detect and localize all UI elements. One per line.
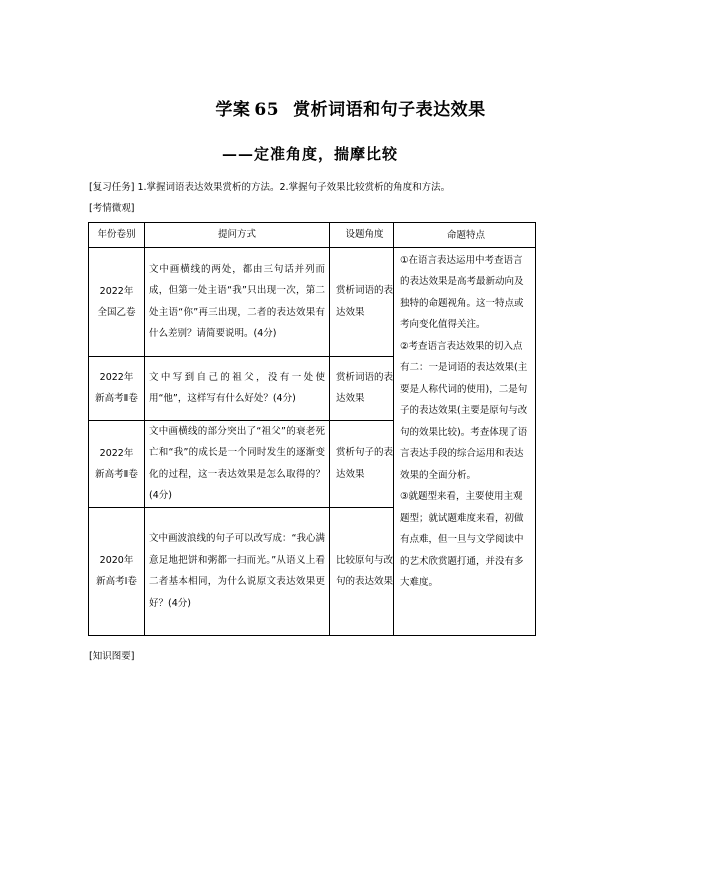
feature-2: ②考查语言表达效果的切入点有二：一是词语的表达效果(主要是人称代词的使用)，二是句子的表达效果(主要是原句与改句的效果比较)。考查体现了语言表达手段的综合运用和表达效果的全面分析。 [400,340,528,481]
angle-cell: 赏析词语的表达效果 [330,247,394,356]
question-cell: 文中画波浪线的句子可以改写成：“我心满意足地把饼和粥都一扫而光。”从语义上看二者基本相同，为什么说原文表达效果更好？(4分) [145,507,330,635]
title-number: 65 [254,100,280,120]
year-cell: 2022年 新高考Ⅱ卷 [89,356,145,420]
year-cell: 2022年 新高考Ⅱ卷 [89,420,145,507]
page-subtitle: ——定准角度，揣摩比较 [222,145,399,163]
features-cell [394,247,536,635]
angle-cell: 赏析词语的表达效果 [330,356,394,420]
feature-1: ①在语言表达运用中考查语言的表达效果是高考最新动向及独特的命题视角。这一特点或考向变化值得关注。 [400,254,524,330]
table-header-row [89,223,536,248]
exam-section-label: [考情微观] [89,203,135,214]
header-year: 年份卷别 [89,223,145,248]
table-row [89,247,536,356]
title-text: 赏析词语和句子表达效果 [293,100,486,120]
feature-3: ③就题型来看，主要使用主观题型；就试题难度来看，初做有点难，但一旦与文学阅读中的艺术欣赏题打通，并没有多大难度。 [400,491,524,588]
angle-cell: 赏析句子的表达效果 [330,420,394,507]
review-task [89,181,450,195]
header-features: 命题特点 [394,223,536,248]
page-title [0,95,701,120]
review-task-label: [复习任务] [89,182,135,193]
question-cell: 文中画横线的部分突出了“祖父”的衰老死亡和“我”的成长是一个同时发生的逐渐变化的过程，这一表达效果是怎么取得的？(4分) [145,420,330,507]
review-task-text: 1.掌握词语表达效果赏析的方法。2.掌握句子效果比较赏析的角度和方法。 [134,182,451,193]
year-cell: 2020年 新高考Ⅰ卷 [89,507,145,635]
knowledge-map-label: [知识图要] [89,651,135,662]
year-cell: 2022年 全国乙卷 [89,247,145,356]
header-angle: 设题角度 [330,223,394,248]
question-cell: 文中画横线的两处，都由三句话并列而成，但第一处主语“我”只出现一次，第二处主语“你”再三出现，二者的表达效果有什么差别？请简要说明。(4分) [145,247,330,356]
exam-analysis-table [88,222,536,636]
angle-cell: 比较原句与改句的表达效果 [330,507,394,635]
header-question: 提问方式 [145,223,330,248]
title-prefix: 学案 [215,100,251,120]
question-cell: 文中写到自己的祖父，没有一处使用“他”，这样写有什么好处？(4分) [145,356,330,420]
